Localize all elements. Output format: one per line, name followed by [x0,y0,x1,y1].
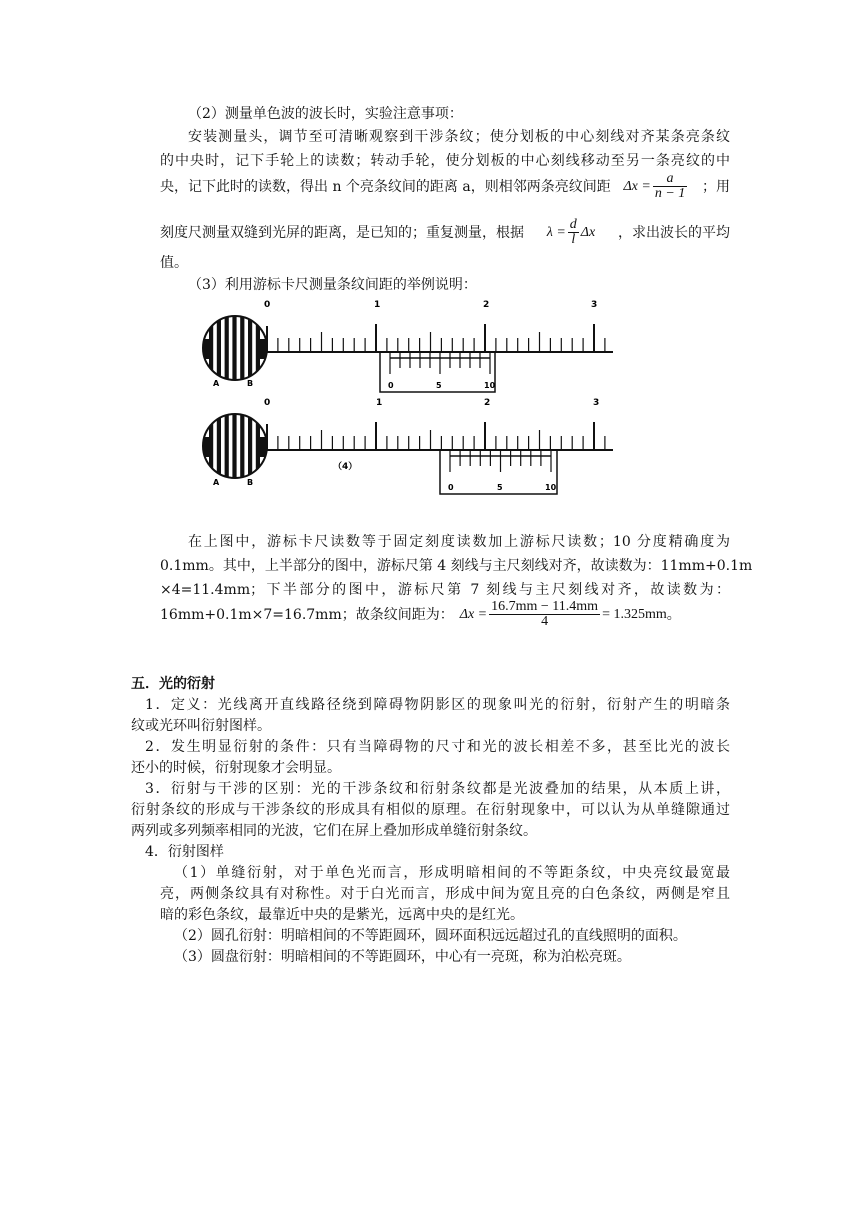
paragraph-line: ×4=11.4mm；下半部分的图中，游标尺第 7 刻线与主尺刻线对齐，故读数为： [160,582,730,598]
fringe [225,412,229,480]
main-label: 3 [591,300,598,310]
formula-rhs: Δx [580,224,596,240]
item-3-title: （3）利用游标卡尺测量条纹间距的举例说明： [188,277,477,293]
main-label: 1 [374,300,381,310]
subsection-title: 4．衍射图样 [145,844,224,860]
fringe [217,314,221,382]
eyepiece-label-a: A [213,478,220,487]
formula-lhs: λ = [546,224,566,240]
fringe [248,314,252,382]
vernier-label: 10 [545,483,557,492]
main-label: 3 [593,398,600,408]
item-2-title: （2）测量单色波的波长时，实验注意事项： [188,106,463,122]
main-label: 1 [376,398,383,408]
fringe [225,314,229,382]
paragraph-line: 在上图中，游标卡尺读数等于固定刻度读数加上游标尺读数；10 分度精确度为 [188,534,730,550]
paragraph-line: （3）圆盘衍射：明暗相间的不等距圆环，中心有一亮斑，称为泊松亮斑。 [174,949,631,965]
panel-label: （4） [333,462,358,472]
vernier-figure [195,296,625,500]
vernier-label: 0 [388,381,394,390]
formula-denominator: 4 [541,614,549,629]
paragraph-line: 0.1mm。其中，上半部分的图中，游标尺第 4 刻线与主尺刻线对齐，故读数为：11mm+0.1m [160,558,753,574]
fringe [248,412,252,480]
formula-fringe-result [460,600,667,629]
main-label: 0 [264,300,271,310]
paragraph-line: （2）圆孔衍射：明暗相间的不等距圆环，圆环面积远远超过孔的直线照明的面积。 [174,928,687,944]
vernier-label: 0 [448,483,454,492]
paragraph-line: 值。 [160,255,188,271]
vernier-label: 5 [497,483,503,492]
fringe [217,412,221,480]
fringe [232,314,236,382]
paragraph-line-with-formula [160,600,730,629]
eyepiece-top [203,314,267,388]
paragraph-text: ，求出波长的平均 [617,224,730,241]
paragraph-text: ；用 [702,178,730,195]
main-scale-bottom [264,398,613,472]
paragraph-text: 刻度尺测量双缝到光屏的距离，是已知的；重复测量，根据 [160,224,524,241]
eyepiece-label-a: A [213,379,220,388]
paragraph-line: 两列或多列频率相同的光波，它们在屏上叠加形成单缝衍射条纹。 [131,823,537,839]
fringe [232,412,236,480]
formula-denominator: l [571,232,576,247]
eyepiece-bottom [203,412,267,487]
paragraph-line-with-formula [160,172,730,201]
paragraph-text: 。 [666,606,681,623]
paragraph-line: 暗的彩色条纹，最靠近中央的是紫光，远离中央的是红光。 [160,907,524,923]
paragraph-text: 央，记下此时的读数，得出 n 个亮条纹间的距离 a，则相邻两条亮纹间距 [160,178,611,195]
paragraph-line: 2．发生明显衍射的条件：只有当障碍物的尺寸和光的波长相差不多，甚至比光的波长 [145,739,730,755]
eyepiece-label-b: B [247,379,254,388]
formula-denominator: n − 1 [654,186,686,201]
paragraph-line: 3．衍射与干涉的区别：光的干涉条纹和衍射条纹都是光波叠加的结果，从本质上讲， [145,781,730,797]
formula-lhs: Δx = [459,606,488,622]
main-scale-top [264,300,613,352]
formula-numerator: 16.7mm − 11.4mm [491,599,599,614]
paragraph-line: 1．定义：光线离开直线路径绕到障碍物阴影区的现象叫光的衍射，衍射产生的明暗条 [145,697,730,713]
main-label: 2 [483,300,490,310]
formula-fraction [489,600,600,629]
fringe [240,412,244,480]
paragraph-line: 衍射条纹的形成与干涉条纹的形成具有相似的原理。在衍射现象中，可以认为从单缝隙通过 [131,802,730,818]
formula-rhs: = 1.325mm [602,606,667,622]
formula-lhs: Δx = [623,178,651,194]
paragraph-line: 安装测量头，调节至可清晰观察到干涉条纹；使分划板的中心刻线对齐某条亮条纹 [188,129,730,145]
section-heading: 五．光的衍射 [131,676,215,692]
paragraph-text: 16mm+0.1m×7=16.7mm；故条纹间距为： [160,606,454,623]
paragraph-line: 的中央时，记下手轮上的读数；转动手轮，使分划板的中心刻线移动至另一条亮纹的中 [160,153,730,169]
fringe [240,314,244,382]
main-label: 0 [264,398,271,408]
paragraph-line: 还小的时候，衍射现象才会明显。 [131,760,341,776]
main-label: 2 [484,398,491,408]
vernier-scale-bottom [440,450,557,494]
formula-fraction [653,172,687,201]
formula-wavelength [547,218,595,247]
paragraph-line: 亮，两侧条纹具有对称性。对于白光而言，形成中间为宽且亮的白色条纹，两侧是窄且 [160,886,730,902]
eyepiece-label-b: B [247,478,254,487]
vernier-scale-top [380,352,496,392]
vernier-label: 5 [436,381,442,390]
formula-numerator: d [569,217,577,232]
paragraph-line-with-formula [160,218,730,247]
paragraph-line: （1）单缝衍射，对于单色光而言，形成明暗相间的不等距条纹，中央亮纹最宽最 [174,865,730,881]
formula-fringe-spacing [623,172,689,201]
formula-fraction [568,218,579,247]
paragraph-line: 纹或光环叫衍射图样。 [131,718,271,734]
formula-numerator: a [653,172,687,187]
vernier-label: 10 [484,381,496,390]
